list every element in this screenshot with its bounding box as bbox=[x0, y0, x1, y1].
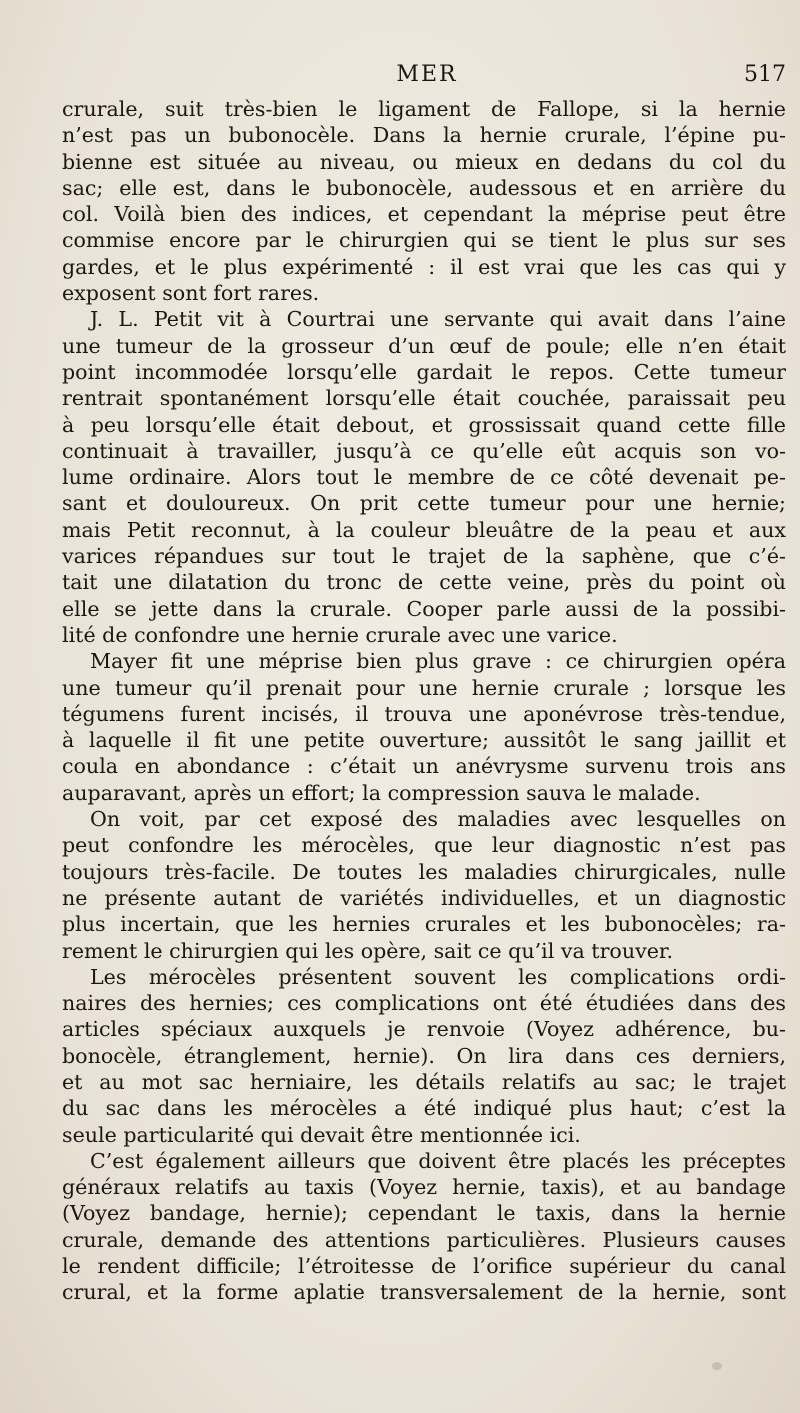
text-line: crurale, suit très-bien le ligament de Fallope, si la hernie bbox=[62, 97, 786, 121]
text-line: généraux relatifs au taxis (Voyez hernie, taxis), et au bandage bbox=[62, 1175, 786, 1200]
text-line: à peu lorsqu’elle était debout, et grossissait quand cette fille bbox=[62, 412, 786, 437]
text-line: coula en abondance : c’était un anévrysme survenu trois ans bbox=[62, 754, 786, 779]
text-line: point incommodée lorsqu’elle gardait le repos. Cette tumeur bbox=[62, 359, 786, 384]
text-line: crurale, demande des attentions particulières. Plusieurs causes bbox=[62, 1227, 786, 1252]
text-line: lume ordinaire. Alors tout le membre de ce côté devenait pe- bbox=[62, 465, 786, 490]
text-line: commise encore par le chirurgien qui se tient le plus sur ses bbox=[62, 228, 786, 253]
text-line: rentrait spontanément lorsqu’elle était couchée, paraissait peu bbox=[62, 386, 786, 411]
text-line: continuait à travailler, jusqu’à ce qu’elle eût acquis son vo- bbox=[62, 438, 786, 463]
text-line: mais Petit reconnut, à la couleur bleuâtre de la peau et aux bbox=[62, 517, 786, 542]
text-line: rement le chirurgien qui les opère, sait ce qu’il va trouver. bbox=[62, 938, 674, 963]
text-line: seule particularité qui devait être mentionnée ici. bbox=[62, 1122, 581, 1147]
text-line: Mayer fit une méprise bien plus grave : ce chirurgien opéra bbox=[90, 649, 786, 674]
text-line: auparavant, après un effort; la compression sauva le malade. bbox=[62, 780, 701, 805]
text-line: varices répandues sur tout le trajet de la saphène, que c’é- bbox=[62, 544, 786, 569]
text-line: On voit, par cet exposé des maladies avec lesquelles on bbox=[90, 807, 786, 832]
text-line: peut confondre les mérocèles, que leur diagnostic n’est pas bbox=[62, 833, 786, 858]
text-line: du sac dans les mérocèles a été indiqué plus haut; c’est la bbox=[62, 1096, 786, 1121]
text-line: une tumeur de la grosseur d’un œuf de poule; elle n’en était bbox=[62, 333, 786, 358]
text-line: plus incertain, que les hernies crurales et les bubonocèles; ra- bbox=[62, 912, 786, 937]
text-line: sant et douloureux. On prit cette tumeur pour une hernie; bbox=[62, 491, 786, 516]
text-line: sac; elle est, dans le bubonocèle, audessous et en arrière du bbox=[62, 175, 786, 200]
text-line: tégumens furent incisés, il trouva une aponévrose très-tendue, bbox=[62, 701, 786, 726]
text-line: (Voyez bandage, hernie); cependant le taxis, dans la hernie bbox=[62, 1201, 786, 1226]
text-line: C’est également ailleurs que doivent être placés les préceptes bbox=[90, 1148, 786, 1173]
text-line: col. Voilà bien des indices, et cependant la méprise peut être bbox=[62, 202, 786, 227]
page-header bbox=[62, 58, 792, 94]
text-line: J. L. Petit vit à Courtrai une servante qui avait dans l’aine bbox=[90, 307, 786, 332]
text-line: ne présente autant de variétés individuelles, et un diagnostic bbox=[62, 885, 786, 910]
text-line: naires des hernies; ces complications ont été étudiées dans des bbox=[62, 991, 786, 1016]
text-line: à laquelle il fit une petite ouverture; aussitôt le sang jaillit et bbox=[62, 728, 786, 753]
text-line: bienne est située au niveau, ou mieux en dedans du col du bbox=[62, 149, 786, 174]
paper-stain bbox=[712, 1362, 722, 1370]
text-line: le rendent difficile; l’étroitesse de l’orifice supérieur du canal bbox=[62, 1254, 786, 1279]
running-head: MER bbox=[396, 62, 458, 87]
text-line: elle se jette dans la crurale. Cooper parle aussi de la possibi- bbox=[62, 596, 786, 621]
text-line: gardes, et le plus expérimenté : il est vrai que les cas qui y bbox=[62, 254, 786, 279]
page-number: 517 bbox=[744, 62, 786, 87]
text-line: exposent sont fort rares. bbox=[62, 281, 320, 306]
text-line: articles spéciaux auxquels je renvoie (Voyez adhérence, bu- bbox=[62, 1017, 786, 1042]
text-line: Les mérocèles présentent souvent les complications ordi- bbox=[90, 964, 786, 989]
text-line: lité de confondre une hernie crurale avec une varice. bbox=[62, 622, 618, 647]
body-text bbox=[62, 96, 786, 1306]
text-line: tait une dilatation du tronc de cette veine, près du point où bbox=[62, 570, 786, 595]
text-line: n’est pas un bubonocèle. Dans la hernie crurale, l’épine pu- bbox=[62, 123, 786, 148]
text-line: bonocèle, étranglement, hernie). On lira dans ces derniers, bbox=[62, 1043, 786, 1068]
text-line: crural, et la forme aplatie transversalement de la hernie, sont bbox=[62, 1280, 786, 1305]
text-line: une tumeur qu’il prenait pour une hernie crurale ; lorsque les bbox=[62, 675, 786, 700]
text-line: toujours très-facile. De toutes les maladies chirurgicales, nulle bbox=[62, 859, 786, 884]
text-line: et au mot sac herniaire, les détails relatifs au sac; le trajet bbox=[62, 1069, 786, 1094]
